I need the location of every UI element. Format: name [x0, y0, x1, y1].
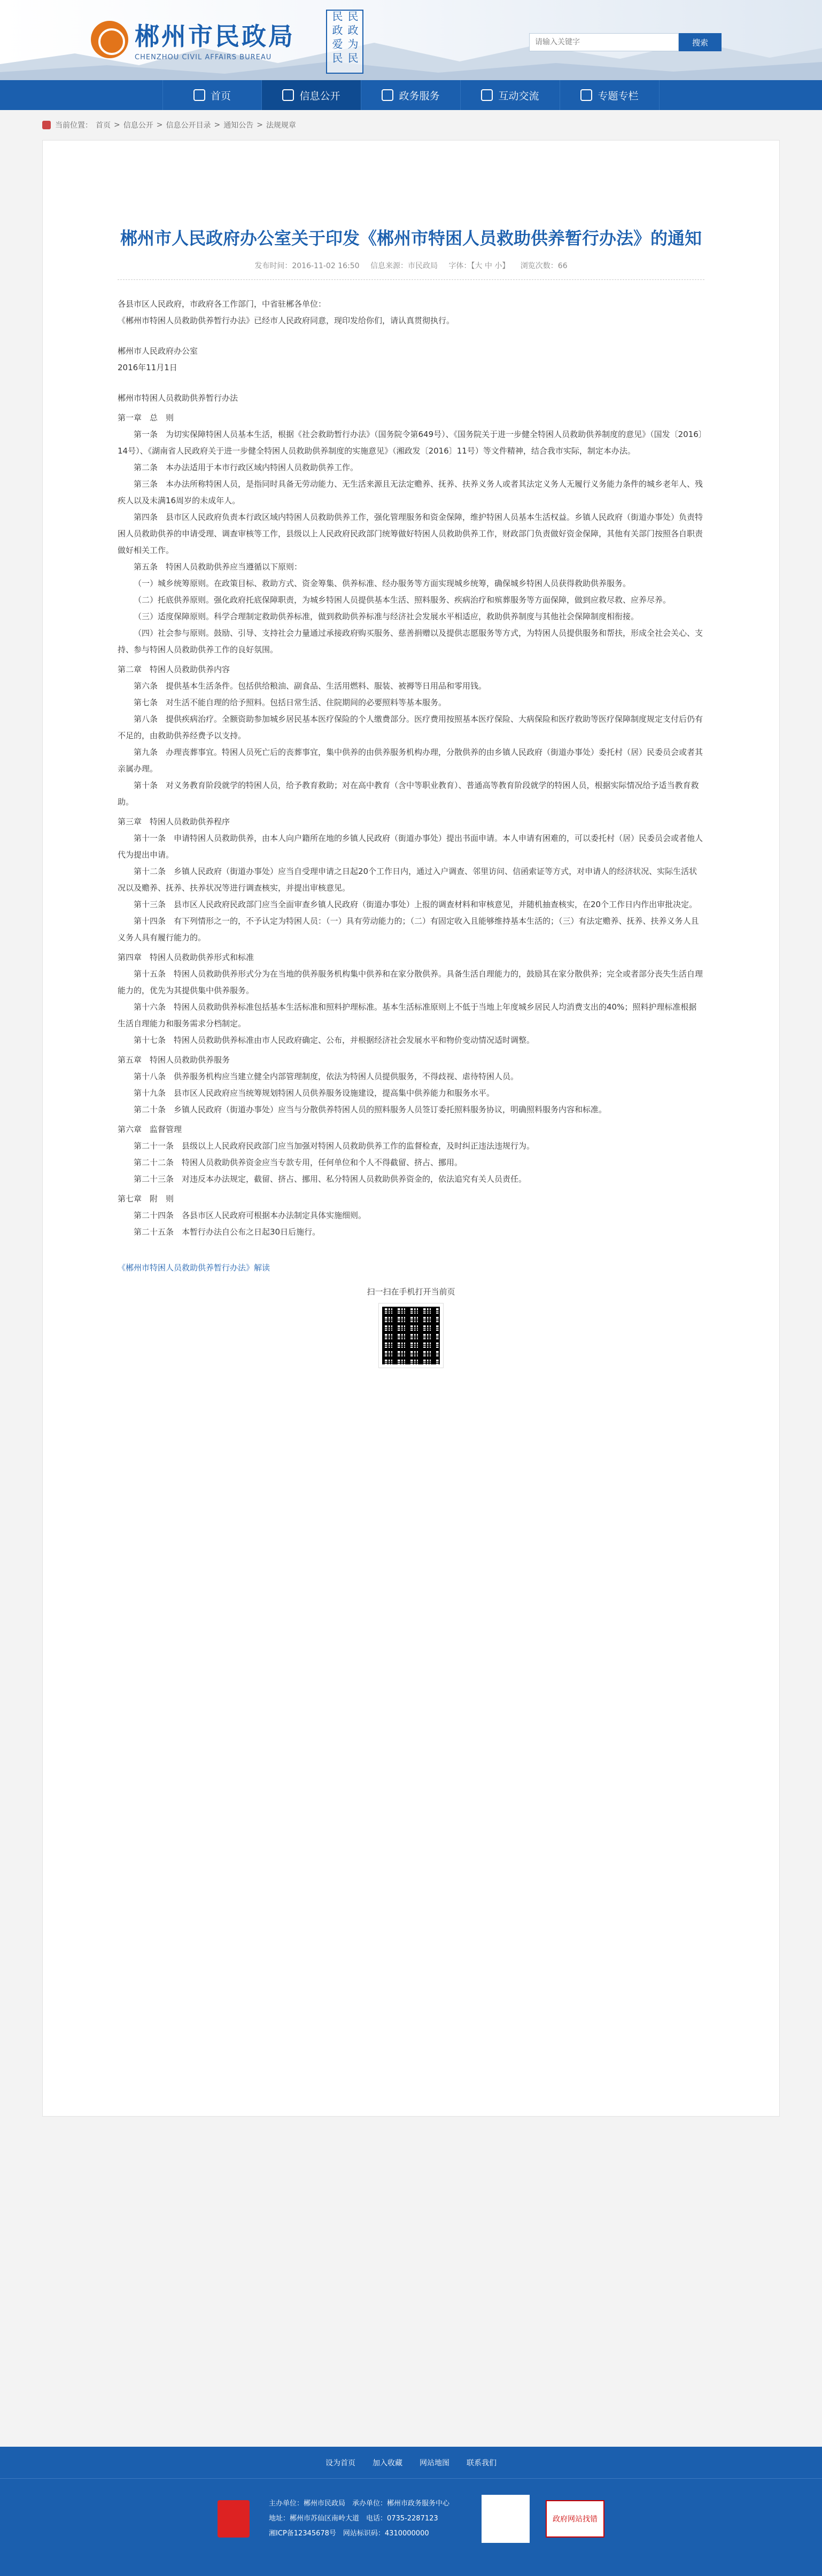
article-paragraph: 第十五条 特困人员救助供养形式分为在当地的供养服务机构集中供养和在家分散供养。具备生活自理能力的，鼓励其在家分散供养；完全或者部分丧失生活自理能力的，优先为其提供集中供养服务。 [118, 969, 703, 995]
article-paragraph: 第七条 对生活不能自理的给予照料。包括日常生活、住院期间的必要照料等基本服务。 [134, 698, 447, 707]
article-paragraph: 2016年11月1日 [118, 363, 177, 372]
article-paragraph: 第八条 提供疾病治疗。全额资助参加城乡居民基本医疗保险的个人缴费部分。医疗费用按照基本医疗保险、大病保险和医疗救助等医疗保障制度规定支付后仍有不足的，由救助供养经费予以支持。 [118, 714, 703, 740]
search-button[interactable]: 搜索 [679, 33, 722, 51]
article-paragraph: 第二十四条 各县市区人民政府可根据本办法制定具体实施细则。 [134, 1211, 367, 1220]
article-paragraph: 第五章 特困人员救助供养服务 [118, 1055, 230, 1065]
nav-info-public[interactable]: 信息公开 [262, 80, 361, 110]
service-icon [382, 89, 393, 101]
article-paragraph: （三）适度保障原则。科学合理制定救助供养标准，做到救助供养标准与经济社会发展水平相适应，救助供养制度与其他社会保障制度相衔接。 [134, 612, 639, 621]
font-size-toggle[interactable]: 字体：【大 中 小】 [448, 262, 510, 270]
article-paragraph: 第十三条 县市区人民政府民政部门应当全面审查乡镇人民政府（街道办事处）上报的调查材料和审核意见，并随机抽查核实，在20个工作日内作出审批决定。 [134, 900, 697, 909]
article-paragraph: 第二章 特困人员救助供养内容 [118, 665, 230, 674]
nav-services[interactable]: 政务服务 [361, 80, 461, 110]
attachment-link[interactable]: 《郴州市特困人员救助供养暂行办法》解读 [118, 1263, 270, 1273]
article-paragraph: 第六章 监督管理 [118, 1125, 182, 1134]
article-paragraph: 第二条 本办法适用于本市行政区域内特困人员救助供养工作。 [134, 463, 359, 472]
article-paragraph: 第二十条 乡镇人民政府（街道办事处）应当与分散供养特困人员的照料服务人员签订委托照料服务协议，明确照料服务内容和标准。 [134, 1105, 607, 1114]
site-header [0, 0, 822, 80]
qr-caption: 扫一扫在手机打开当前页 [367, 1287, 455, 1297]
article-container [42, 140, 780, 2117]
article-paragraph: 第十九条 县市区人民政府应当统筹规划特困人员供养服务设施建设，提高集中供养能力和服务水平。 [134, 1088, 495, 1098]
footer-links [0, 2447, 822, 2479]
article-paragraph: 第二十二条 特困人员救助供养资金应当专款专用，任何单位和个人不得截留、挤占、挪用。 [134, 1158, 463, 1167]
article-paragraph: 第四章 特困人员救助供养形式和标准 [118, 953, 254, 962]
breadcrumb-item[interactable]: 信息公开 [123, 121, 153, 130]
emblem-icon [91, 21, 128, 58]
article-paragraph: 第十八条 供养服务机构应当建立健全内部管理制度，依法为特困人员提供服务，不得歧视、虐待特困人员。 [134, 1072, 519, 1081]
gov-error-badge[interactable]: 政府网站找错 [546, 2500, 604, 2538]
view-count: 浏览次数：66 [520, 262, 568, 270]
footer-icp: 湘ICP备12345678号 网站标识码：4310000000 [268, 2530, 429, 2538]
breadcrumb: 当前位置： 首页 > 信息公开 > 信息公开目录 > 通知公告 > 法规规章 [42, 110, 780, 140]
footer-link[interactable]: 设为首页 [325, 2458, 355, 2468]
qr-section [118, 1286, 704, 1368]
article-paragraph: 第一章 总 则 [118, 413, 174, 423]
article-meta [118, 260, 704, 280]
document-icon [282, 89, 294, 101]
footer-link[interactable]: 联系我们 [467, 2458, 497, 2468]
site-name: 郴州市民政局 [135, 22, 295, 51]
party-emblem-icon[interactable] [218, 2500, 250, 2538]
article-paragraph: 第三章 特困人员救助供养程序 [118, 817, 230, 826]
article-paragraph: 第二十一条 县级以上人民政府民政部门应当加强对特困人员救助供养工作的监督检查，及时纠正违法违规行为。 [134, 1141, 535, 1151]
article-paragraph: 《郴州市特困人员救助供养暂行办法》已经市人民政府同意，现印发给你们，请认真贯彻执行。 [118, 316, 455, 325]
article-paragraph: 第五条 特困人员救助供养应当遵循以下原则： [134, 562, 303, 572]
search-bar [529, 33, 722, 51]
footer-address: 地址：郴州市苏仙区南岭大道 电话：0735-2287123 [268, 2515, 438, 2523]
article-paragraph: 第十条 对义务教育阶段就学的特困人员，给予教育救助；对在高中教育（含中等职业教育）、普通高等教育阶段就学的特困人员，根据实际情况给予适当教育救助。 [118, 780, 699, 807]
article-paragraph: 第七章 附 则 [118, 1194, 174, 1204]
article-paragraph: 郴州市人民政府办公室 [118, 346, 198, 356]
nav-interaction[interactable]: 互动交流 [461, 80, 560, 110]
article-paragraph: 第六条 提供基本生活条件。包括供给粮油、副食品、生活用燃料、服装、被褥等日用品和零用钱。 [134, 681, 487, 691]
article-paragraph: 各县市区人民政府，市政府各工作部门，中省驻郴各单位： [118, 299, 327, 309]
article-paragraph: （二）托底供养原则。强化政府托底保障职责，为城乡特困人员提供基本生活、照料服务、疾病治疗和殡葬服务等方面保障，做到应救尽救、应养尽养。 [134, 595, 671, 605]
site-footer [0, 2447, 822, 2576]
article-paragraph: 郴州市特困人员救助供养暂行办法 [118, 393, 238, 403]
article-paragraph: 第一条 为切实保障特困人员基本生活，根据《社会救助暂行办法》（国务院令第649号）、《国务院关于进一步健全特困人员救助供养制度的意见》（国发〔2016〕14号）、《湖南省人民政府关于进一步健全特困人员救助供养制度的实施意见》（湘政发〔2016〕11号）等文件精神，结合我市实际，制定本办法。 [118, 430, 703, 456]
footer-link[interactable]: 加入收藏 [373, 2458, 402, 2468]
article-paragraph: 第九条 办理丧葬事宜。特困人员死亡后的丧葬事宜，集中供养的由供养服务机构办理，分散供养的由乡镇人民政府（街道办事处）委托村（居）民委员会或者其亲属办理。 [118, 747, 703, 774]
breadcrumb-item[interactable]: 法规规章 [266, 121, 296, 130]
article-paragraph: 第三条 本办法所称特困人员，是指同时具备无劳动能力、无生活来源且无法定赡养、抚养、扶养义务人或者其法定义务人无履行义务能力条件的城乡老年人、残疾人以及未满16周岁的未成年人。 [118, 479, 703, 505]
qr-code [379, 1303, 443, 1368]
nav-home[interactable]: 首页 [162, 80, 262, 110]
site-name-en: CHENZHOU CIVIL AFFAIRS BUREAU [135, 53, 272, 61]
article-paragraph: 第十一条 申请特困人员救助供养，由本人向户籍所在地的乡镇人民政府（街道办事处）提出书面申请。本人申请有困难的，可以委托村（居）民委员会或者他人代为提出申请。 [118, 833, 703, 860]
article-paragraph: 第十二条 乡镇人民政府（街道办事处）应当自受理申请之日起20个工作日内，通过入户调查、邻里访问、信函索证等方式，对申请人的经济状况、实际生活状况以及赡养、抚养、扶养状况等进行调查核实，并提出审核意见。 [118, 867, 697, 893]
source: 信息来源：市民政局 [370, 262, 438, 270]
article-paragraph: 第十七条 特困人员救助供养标准由市人民政府确定、公布，并根据经济社会发展水平和物价变动情况适时调整。 [134, 1035, 535, 1045]
paragraph-gap [118, 376, 704, 390]
article-paragraph: （一）城乡统筹原则。在政策目标、救助方式、资金筹集、供养标准、经办服务等方面实现城乡统筹，确保城乡特困人员获得救助供养服务。 [134, 579, 631, 588]
search-input[interactable] [529, 33, 679, 51]
chat-icon [481, 89, 493, 101]
breadcrumb-item[interactable]: 首页 [96, 121, 111, 130]
footer-link[interactable]: 网站地图 [420, 2458, 449, 2468]
footer-qr-code [482, 2495, 530, 2543]
article-paragraph: 第二十三条 对违反本办法规定，截留、挤占、挪用、私分特困人员救助供养资金的，依法追究有关人员责任。 [134, 1174, 527, 1184]
article-body [118, 296, 704, 1240]
breadcrumb-item[interactable]: 信息公开目录 [166, 121, 211, 130]
slogan-seal: 民政为民 民政爱民 [326, 10, 363, 74]
article-paragraph: 第四条 县市区人民政府负责本行政区域内特困人员救助供养工作，强化管理服务和资金保障，维护特困人员基本生活权益。乡镇人民政府（街道办事处）负责特困人员救助供养的申请受理、调查审核等工作，县级以上人民政府民政部门统筹做好特困人员救助供养工作，财政部门负责做好资金保障，其他有关部门按照各自职责做好相关工作。 [118, 512, 703, 555]
main-nav [0, 80, 822, 110]
breadcrumb-item[interactable]: 通知公告 [223, 121, 254, 130]
article-title: 郴州市人民政府办公室关于印发《郴州市特困人员救助供养暂行办法》的通知 [120, 228, 702, 248]
footer-sponsor: 主办单位：郴州市民政局 承办单位：郴州市政务服务中心 [268, 2500, 449, 2508]
article-paragraph: 第十四条 有下列情形之一的，不予认定为特困人员：（一）具有劳动能力的；（二）有固定收入且能够维持基本生活的；（三）有法定赡养、抚养、扶养义务人且义务人具有履行能力的。 [118, 916, 699, 942]
nav-topics[interactable]: 专题专栏 [560, 80, 660, 110]
site-logo[interactable] [91, 17, 295, 61]
article-paragraph: 第二十五条 本暂行办法自公布之日起30日后施行。 [134, 1227, 321, 1237]
topic-icon [580, 89, 592, 101]
home-icon [193, 89, 205, 101]
publish-date: 发布时间：2016-11-02 16:50 [254, 262, 360, 270]
paragraph-gap [118, 329, 704, 343]
location-icon [42, 121, 51, 129]
article-paragraph: 第十六条 特困人员救助供养标准包括基本生活标准和照料护理标准。基本生活标准原则上不低于当地上年度城乡居民人均消费支出的40%；照料护理标准根据生活自理能力和服务需求分档制定。 [118, 1002, 697, 1028]
article-paragraph: （四）社会参与原则。鼓励、引导、支持社会力量通过承接政府购买服务、慈善捐赠以及提供志愿服务等方式，为特困人员提供服务和帮扶，形成全社会关心、支持、参与特困人员救助供养工作的良好氛围。 [118, 628, 703, 654]
